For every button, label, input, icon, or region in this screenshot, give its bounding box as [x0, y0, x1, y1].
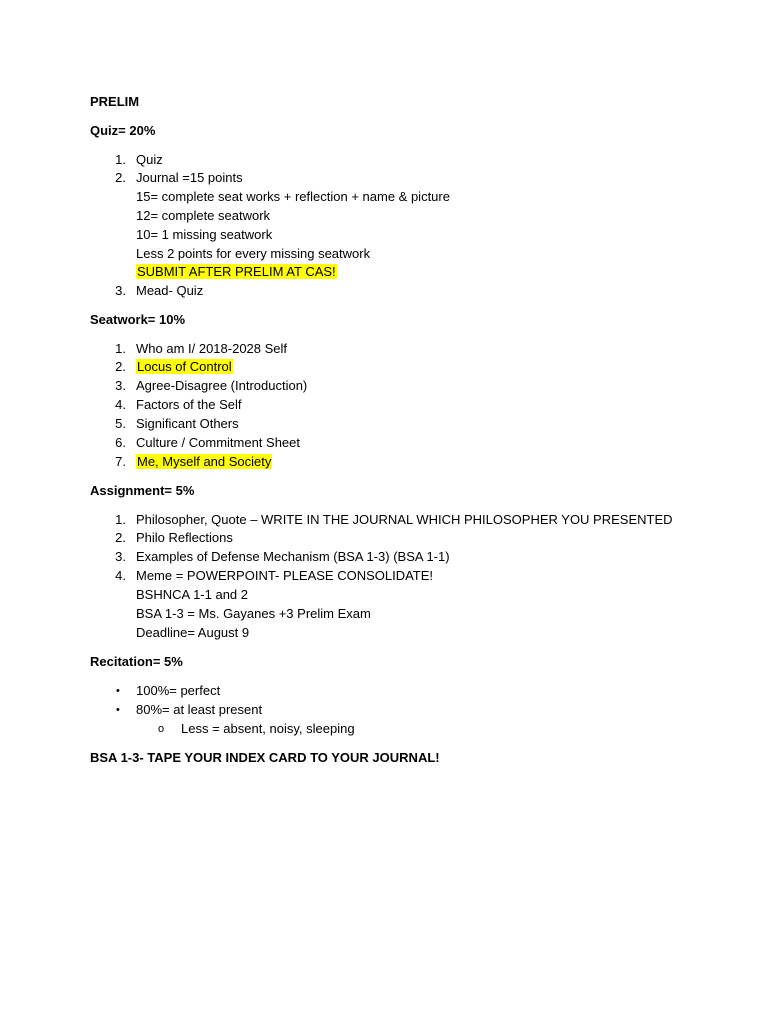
- list-text: Philosopher, Quote – WRITE IN THE JOURNAL WHICH PHILOSOPHER YOU PRESENTED: [136, 512, 673, 527]
- list-text: Philo Reflections: [136, 530, 233, 545]
- list-text: 100%= perfect: [136, 683, 221, 698]
- list-number: 1.: [115, 512, 126, 527]
- list-text: Journal =15 points: [136, 170, 243, 185]
- list-text: Less = absent, noisy, sleeping: [181, 721, 355, 736]
- list-text: Agree-Disagree (Introduction): [136, 378, 308, 393]
- list-text: Significant Others: [136, 416, 239, 431]
- journal-detail: 12= complete seatwork: [136, 208, 271, 223]
- list-text: Examples of Defense Mechanism (BSA 1-3) (BSA 1-1): [136, 549, 450, 564]
- highlighted-text: SUBMIT AFTER PRELIM AT CAS!: [137, 264, 336, 279]
- circle-bullet-icon: o: [158, 723, 165, 735]
- list-number: 2.: [115, 170, 126, 185]
- list-text: Who am I/ 2018-2028 Self: [136, 341, 288, 356]
- list-text: Mead- Quiz: [136, 283, 204, 298]
- list-number: 2.: [115, 530, 126, 545]
- highlighted-text: Locus of Control: [137, 359, 232, 374]
- list-text: Meme = POWERPOINT- PLEASE CONSOLIDATE!: [136, 568, 434, 583]
- list-text: Factors of the Self: [136, 397, 242, 412]
- bullet-icon: •: [116, 704, 120, 716]
- list-text: Culture / Commitment Sheet: [136, 435, 301, 450]
- journal-detail: 15= complete seat works + reflection + name & picture: [136, 189, 450, 204]
- seatwork-heading: Seatwork= 10%: [90, 312, 186, 327]
- list-text: Quiz: [136, 152, 163, 167]
- journal-detail: Less 2 points for every missing seatwork: [136, 246, 371, 261]
- list-number: 4.: [115, 568, 126, 583]
- list-number: 4.: [115, 397, 126, 412]
- list-number: 7.: [115, 454, 126, 469]
- recitation-heading: Recitation= 5%: [90, 654, 183, 669]
- quiz-heading: Quiz= 20%: [90, 123, 156, 138]
- meme-detail: BSA 1-3 = Ms. Gayanes +3 Prelim Exam: [136, 606, 371, 621]
- index-card-note: BSA 1-3- TAPE YOUR INDEX CARD TO YOUR JOURNAL!: [90, 750, 440, 765]
- list-number: 3.: [115, 283, 126, 298]
- list-number: 1.: [115, 152, 126, 167]
- list-number: 1.: [115, 341, 126, 356]
- meme-detail: Deadline= August 9: [136, 625, 250, 640]
- meme-detail: BSHNCA 1-1 and 2: [136, 587, 249, 602]
- document-title: PRELIM: [90, 94, 140, 109]
- list-number: 6.: [115, 435, 126, 450]
- journal-detail: 10= 1 missing seatwork: [136, 227, 273, 242]
- list-text: 80%= at least present: [136, 702, 263, 717]
- bullet-icon: •: [116, 685, 120, 697]
- list-number: 3.: [115, 378, 126, 393]
- list-number: 3.: [115, 549, 126, 564]
- list-number: 2.: [115, 359, 126, 374]
- submit-note: [136, 263, 337, 281]
- highlighted-text: Me, Myself and Society: [137, 454, 272, 469]
- list-number: 5.: [115, 416, 126, 431]
- assignment-heading: Assignment= 5%: [90, 483, 195, 498]
